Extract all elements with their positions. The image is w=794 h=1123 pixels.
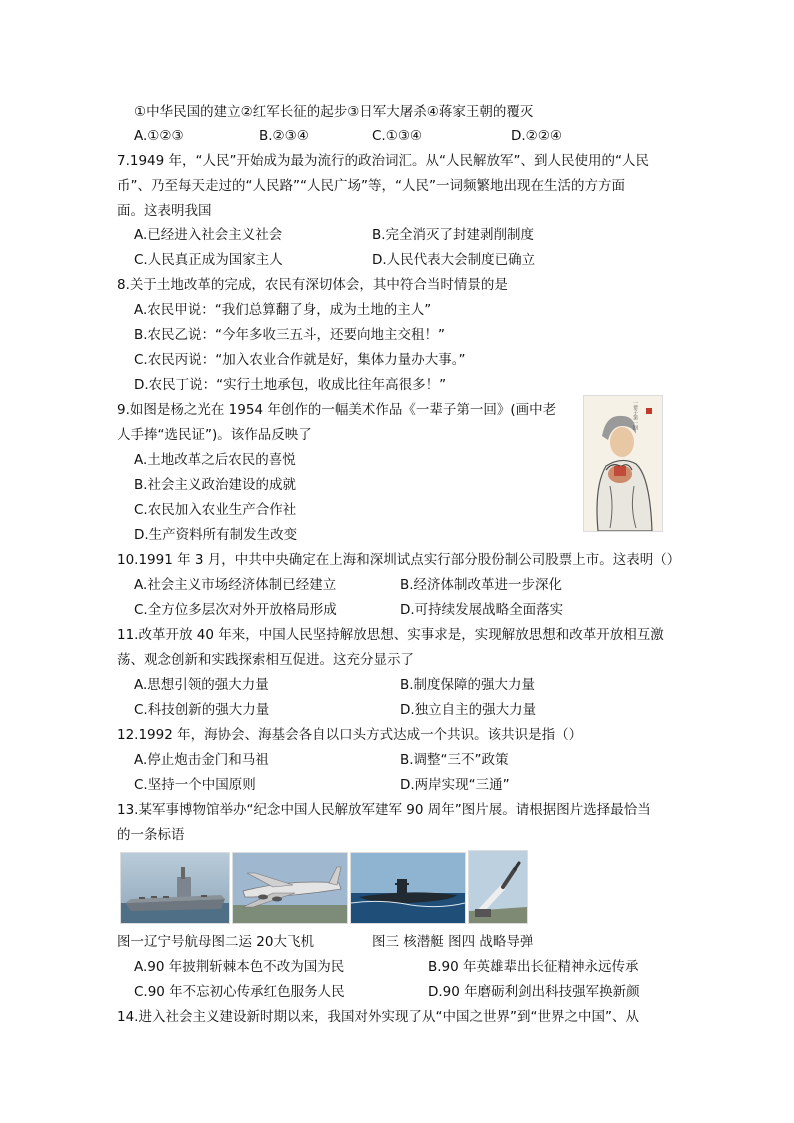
q13-line-1: 13.某军事博物馆举办“纪念中国人民解放军建军 90 周年”图片展。请根据图片选择最恰当 — [117, 802, 651, 818]
q10-option-a[interactable]: A.社会主义市场经济体制已经建立 — [134, 577, 337, 593]
painting-inscription: 一辈子第一回 — [632, 400, 638, 430]
q7-line-3: 面。这表明我国 — [117, 203, 212, 219]
q13-caption-figures-3-4: 图三 核潜艇 图四 战略导弹 — [372, 934, 534, 950]
q6-option-b[interactable]: B.②③④ — [259, 128, 309, 144]
q8-option-c[interactable]: C.农民丙说：“加入农业合作就是好，集体力量办大事。” — [134, 352, 466, 368]
q7-option-d[interactable]: D.人民代表大会制度已确立 — [372, 252, 536, 268]
q7-option-c[interactable]: C.人民真正成为国家主人 — [134, 252, 283, 268]
q12-option-b[interactable]: B.调整“三不”政策 — [400, 752, 509, 768]
q13-option-a[interactable]: A.90 年披荆斩棘本色不改为国为民 — [134, 959, 345, 975]
q13-caption-figures-1-2: 图一辽宁号航母图二运 20大飞机 — [117, 934, 314, 950]
q11-option-c[interactable]: C.科技创新的强大力量 — [134, 702, 270, 718]
q11-line-2: 荡、观念创新和实践探索相互促进。这充分显示了 — [117, 652, 414, 668]
carrier-photo — [120, 852, 230, 924]
q8-stem: 8.关于土地改革的完成，农民有深切体会，其中符合当时情景的是 — [117, 277, 508, 293]
q8-option-a[interactable]: A.农民甲说：“我们总算翻了身，成为土地的主人” — [134, 302, 432, 318]
q11-option-a[interactable]: A.思想引领的强大力量 — [134, 677, 269, 693]
q14-stem: 14.进入社会主义建设新时期以来，我国对外实现了从“中国之世界”到“世界之中国”、从 — [117, 1009, 639, 1025]
missile-photo — [468, 850, 528, 924]
q12-option-c[interactable]: C.坚持一个中国原则 — [134, 777, 256, 793]
q13-option-c[interactable]: C.90 年不忘初心传承红色服务人民 — [134, 984, 345, 1000]
q10-option-b[interactable]: B.经济体制改革进一步深化 — [400, 577, 563, 593]
q9-line-1: 9.如图是杨之光在 1954 年创作的一幅美术作品《一辈子第一回》(画中老 — [117, 402, 557, 418]
q11-option-b[interactable]: B.制度保障的强大力量 — [400, 677, 536, 693]
q10-option-c[interactable]: C.全方位多层次对外开放格局形成 — [134, 602, 337, 618]
q13-option-d[interactable]: D.90 年磨砺利剑出科技强军换新颜 — [428, 984, 640, 1000]
q9-option-a[interactable]: A.土地改革之后农民的喜悦 — [134, 452, 296, 468]
q6-option-d[interactable]: D.②②④ — [511, 128, 562, 144]
painting-image — [583, 395, 663, 532]
q8-option-b[interactable]: B.农民乙说：“今年多收三五斗，还要向地主交租！” — [134, 327, 446, 343]
q12-option-a[interactable]: A.停止炮击金门和马祖 — [134, 752, 269, 768]
q9-option-c[interactable]: C.农民加入农业生产合作社 — [134, 502, 297, 518]
q9-option-d[interactable]: D.生产资料所有制发生改变 — [134, 527, 298, 543]
q9-option-b[interactable]: B.社会主义政治建设的成就 — [134, 477, 297, 493]
q13-option-b[interactable]: B.90 年英雄辈出长征精神永远传承 — [428, 959, 639, 975]
q8-option-d[interactable]: D.农民丁说：“实行土地承包，收成比往年高很多！” — [134, 377, 447, 393]
q6-option-c[interactable]: C.①③④ — [372, 128, 423, 144]
q7-option-a[interactable]: A.已经进入社会主义社会 — [134, 227, 283, 243]
q6-option-a[interactable]: A.①②③ — [134, 128, 184, 144]
q13-line-2: 的一条标语 — [117, 827, 185, 843]
q9-line-2: 人手捧“选民证”)。该作品反映了 — [117, 427, 312, 443]
q10-option-d[interactable]: D.可持续发展战略全面落实 — [400, 602, 564, 618]
q11-option-d[interactable]: D.独立自主的强大力量 — [400, 702, 537, 718]
q12-option-d[interactable]: D.两岸实现“三通” — [400, 777, 510, 793]
q6-stem: ①中华民国的建立②红军长征的起步③日军大屠杀④蒋家王朝的覆灭 — [134, 104, 534, 120]
q7-option-b[interactable]: B.完全消灭了封建剥削制度 — [372, 227, 535, 243]
transport-aircraft-photo — [232, 852, 348, 924]
q7-line-1: 7.1949 年，“人民”开始成为最为流行的政治词汇。从“人民解放军”、到人民使用的“人民 — [117, 153, 649, 169]
q11-line-1: 11.改革开放 40 年来，中国人民坚持解放思想、实事求是，实现解放思想和改革开放相互激 — [117, 627, 664, 643]
q7-line-2: 币”、乃至每天走过的“人民路”“人民广场”等，“人民”一词频繁地出现在生活的方方面 — [117, 178, 625, 194]
q10-stem: 10.1991 年 3 月，中共中央确定在上海和深圳试点实行部分股份制公司股票上市。这表明（） — [117, 552, 681, 568]
q12-stem: 12.1992 年，海协会、海基会各自以口头方式达成一个共识。该共识是指（） — [117, 727, 583, 743]
submarine-photo — [350, 852, 466, 924]
